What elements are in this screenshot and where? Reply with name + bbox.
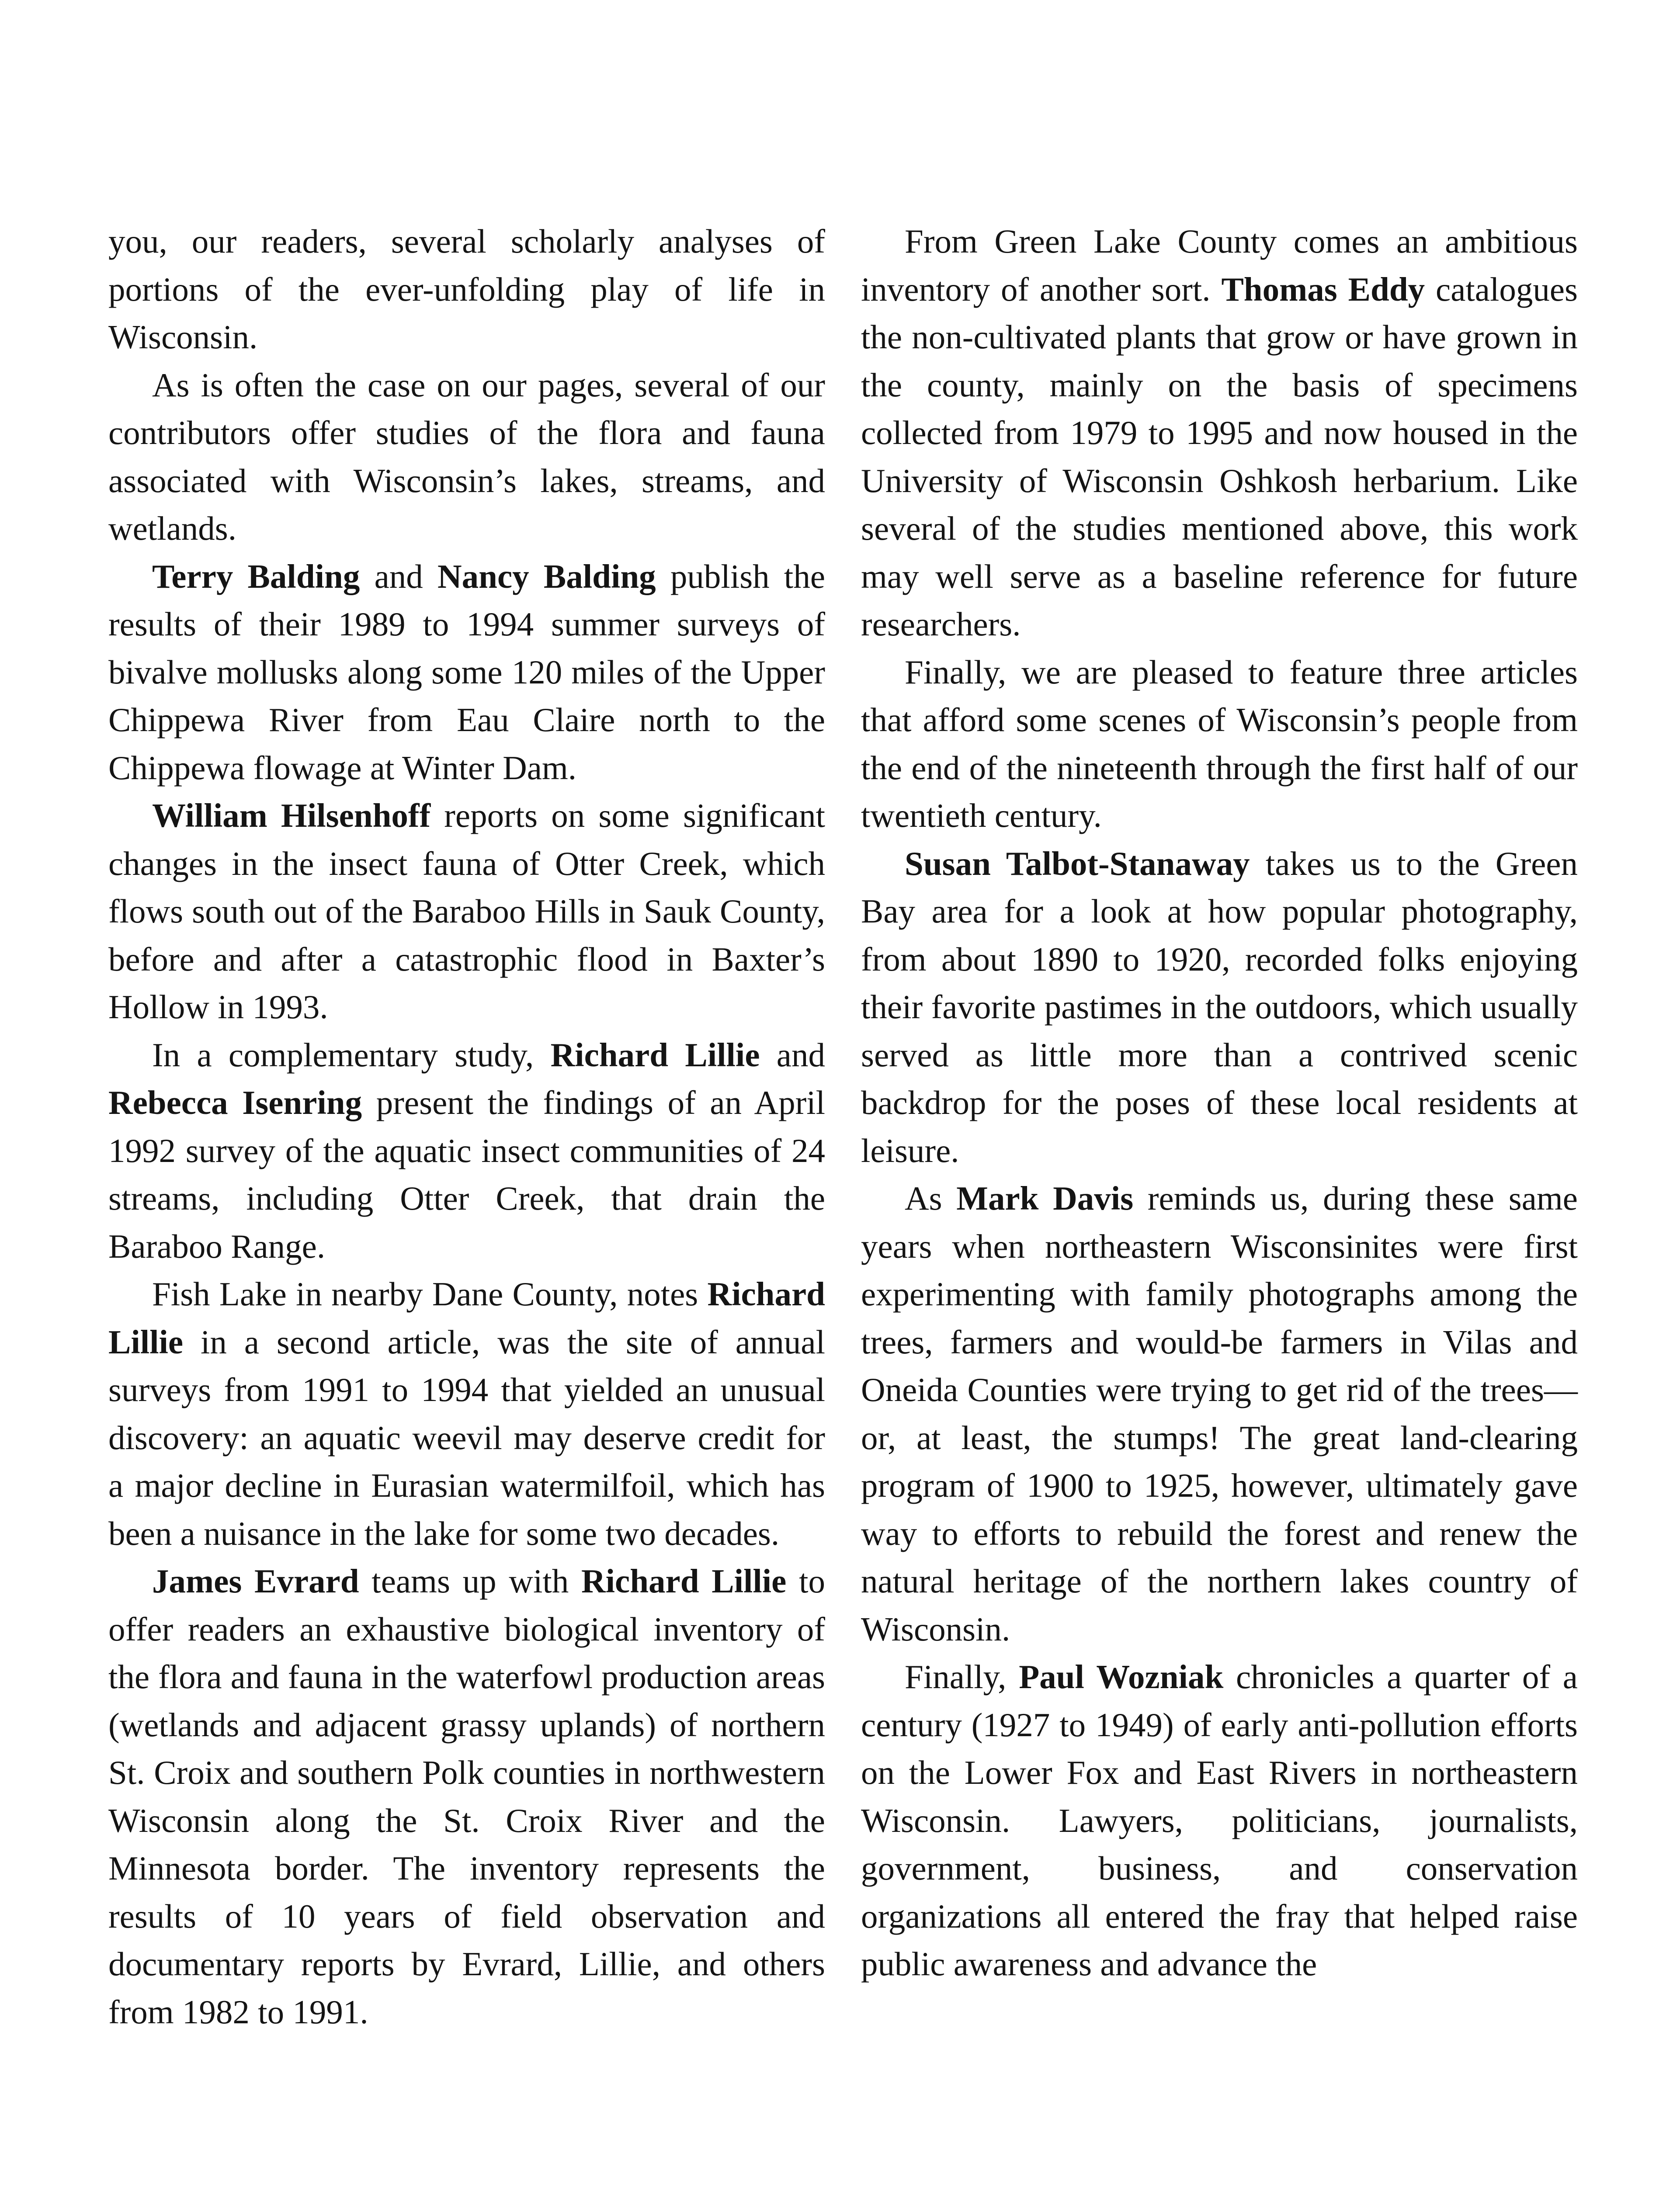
- body-text: reports on some significant changes in the insect fauna of Otter Creek, which flows south out of the Baraboo Hills in Sauk County, before and after a catastrophic flood in Baxter’s Hollow in 1993.: [108, 797, 825, 1026]
- paragraph: [861, 1653, 1578, 1988]
- author-name: Mark Davis: [956, 1179, 1134, 1217]
- paragraph: [108, 1031, 825, 1271]
- author-name: Richard Lillie: [550, 1036, 760, 1074]
- right-column: [861, 218, 1578, 1988]
- body-text: and: [360, 557, 438, 595]
- body-text: As is often the case on our pages, several of our contributors offer studies of the flora and fauna associated with Wisconsin’s lakes, streams, and wetlands.: [108, 366, 825, 547]
- author-name: James Evrard: [152, 1562, 359, 1600]
- paragraph: [108, 218, 825, 361]
- paragraph: [108, 1557, 825, 2036]
- author-name: Thomas Eddy: [1221, 270, 1425, 308]
- body-text: present the findings of an April 1992 survey of the aquatic insect communities of 24 streams, including Otter Creek, that drain the Baraboo Range.: [108, 1084, 825, 1265]
- paragraph: [861, 649, 1578, 840]
- author-name: Richard Lillie: [581, 1562, 787, 1600]
- paragraph: [108, 361, 825, 553]
- body-text: Fish Lake in nearby Dane County, notes: [152, 1275, 708, 1313]
- body-text: catalogues the non-cultivated plants that grow or have grown in the county, mainly on the basis of specimens collected from 1979 to 1995 and now housed in the University of Wisconsin Oshkosh herbarium. Like several of the studies mentioned above, this work may well serve as a baseline reference for future researchers.: [861, 270, 1578, 643]
- body-text: and: [760, 1036, 825, 1074]
- author-name: Richard Lillie: [108, 1275, 825, 1361]
- paragraph: [861, 218, 1578, 649]
- body-text: reminds us, during these same years when northeastern Wisconsinites were first experimenting with family photographs among the trees, farmers and would-be farmers in Vilas and Oneida Counties were trying to get rid of the trees—or, at least, the stumps! The great land-clearing program of 1900 to 1925, however, ultimately gave way to efforts to rebuild the forest and renew the natural heritage of the northern lakes country of Wisconsin.: [861, 1179, 1578, 1648]
- body-text: to offer readers an exhaustive biological inventory of the flora and fauna in the waterfowl production areas (wetlands and adjacent grassy uplands) of northern St. Croix and southern Polk counties in northwestern Wisconsin along the St. Croix River and the Minnesota border. The inventory represents the results of 10 years of field observation and documentary reports by Evrard, Lillie, and others from 1982 to 1991.: [108, 1562, 825, 2031]
- author-name: Nancy Balding: [437, 557, 656, 595]
- body-text: As: [905, 1179, 957, 1217]
- left-column: [108, 218, 825, 2036]
- body-text: publish the results of their 1989 to 1994 summer surveys of bivalve mollusks along some 120 miles of the Upper Chippewa River from Eau Claire north to the Chippewa flowage at Winter Dam.: [108, 557, 825, 787]
- paragraph: [108, 792, 825, 1031]
- paragraph: [108, 1270, 825, 1557]
- author-name: Terry Balding: [152, 557, 360, 595]
- author-name: William Hilsenhoff: [152, 797, 431, 834]
- body-text: Finally, we are pleased to feature three articles that afford some scenes of Wisconsin’s people from the end of the nineteenth through the first half of our twentieth century.: [861, 653, 1578, 834]
- body-text: Finally,: [905, 1658, 1019, 1696]
- paragraph: [861, 1175, 1578, 1653]
- body-text: you, our readers, several scholarly analyses of portions of the ever-unfolding play of life in Wisconsin.: [108, 222, 825, 356]
- body-text: chronicles a quarter of a century (1927 to 1949) of early anti-pollution efforts on the Lower Fox and East Rivers in northeastern Wisconsin. Lawyers, politicians, journalists, government, business, and conservation organizations all entered the fray that helped raise public awareness and advance the: [861, 1658, 1578, 1983]
- paragraph: [861, 840, 1578, 1175]
- author-name: Susan Talbot-Stanaway: [905, 844, 1250, 882]
- body-text: From Green Lake County comes an ambitious inventory of another sort.: [861, 222, 1578, 308]
- body-text: in a second article, was the site of annual surveys from 1991 to 1994 that yielded an unusual discovery: an aquatic weevil may deserve credit for a major decline in Eurasian watermilfoil, which has been a nuisance in the lake for some two decades.: [108, 1323, 825, 1552]
- body-text: In a complementary study,: [152, 1036, 551, 1074]
- paragraph: [108, 553, 825, 792]
- author-name: Paul Wozniak: [1019, 1658, 1224, 1696]
- author-name: Rebecca Isenring: [108, 1084, 362, 1121]
- body-text: teams up with: [359, 1562, 582, 1600]
- body-text: takes us to the Green Bay area for a look at how popular photography, from about 1890 to 1920, recorded folks enjoying their favorite pastimes in the outdoors, which usually served as little more than a contrived scenic backdrop for the poses of these local residents at leisure.: [861, 844, 1578, 1169]
